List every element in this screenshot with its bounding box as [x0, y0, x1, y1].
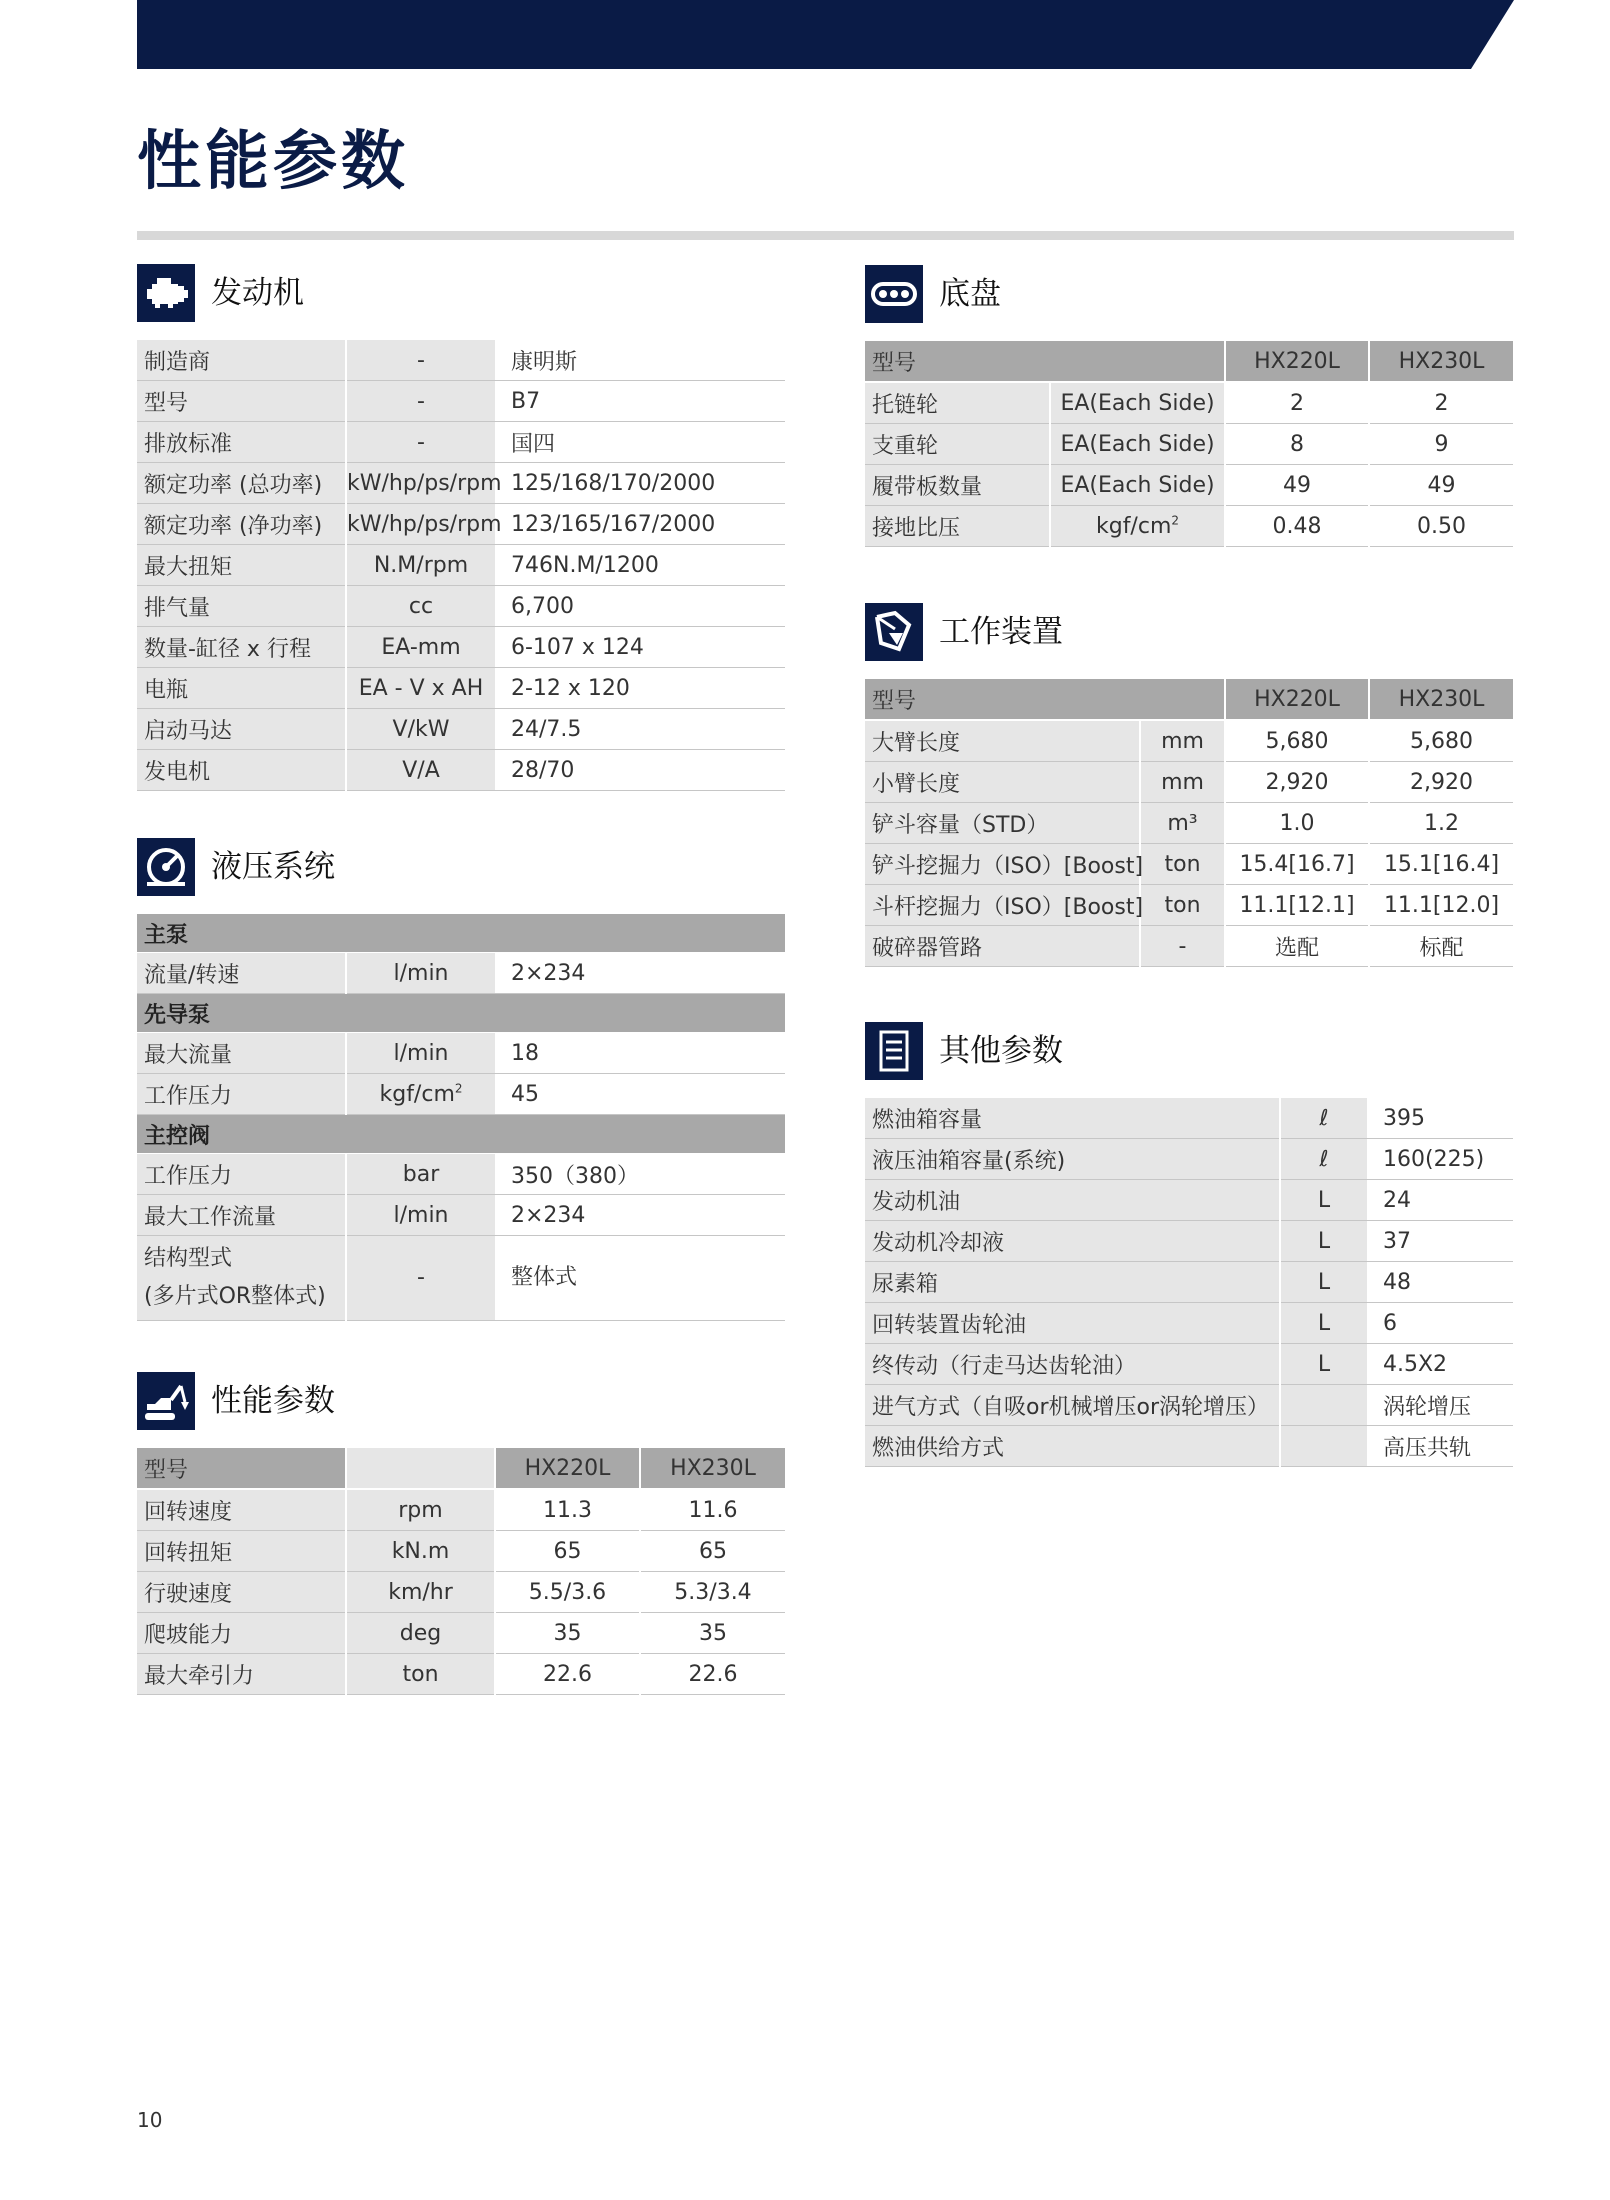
row-value-hx220l: 8	[1225, 424, 1369, 465]
row-value-hx230l: 15.1[16.4]	[1369, 844, 1513, 885]
undercarriage-section	[865, 265, 1513, 547]
row-value: 国四	[495, 422, 785, 463]
table-row	[137, 463, 785, 504]
main-pump-heading-row	[137, 914, 785, 953]
unit-superscript: 2	[1171, 513, 1180, 528]
table-header-row	[137, 1448, 785, 1489]
table-row	[865, 1344, 1513, 1385]
work-device-table	[865, 679, 1513, 967]
header-hx230l: HX230L	[1369, 341, 1513, 382]
engine-header	[137, 264, 785, 326]
work-device-section	[865, 603, 1513, 967]
row-value-hx230l: 65	[640, 1531, 785, 1572]
performance-header	[137, 1372, 785, 1434]
table-row	[865, 465, 1513, 506]
label-line: (多片式OR整体式)	[144, 1284, 326, 1309]
table-row	[137, 1033, 785, 1074]
table-row	[865, 1426, 1513, 1467]
header-model: 型号	[137, 1448, 346, 1489]
row-label: 型号	[137, 381, 346, 422]
table-row	[137, 709, 785, 750]
row-unit: EA(Each Side)	[1050, 382, 1225, 424]
row-label: 启动马达	[137, 709, 346, 750]
row-value-hx230l: 22.6	[640, 1654, 785, 1695]
row-value: 高压共轨	[1367, 1426, 1513, 1467]
row-unit: kW/hp/ps/rpm	[346, 463, 495, 504]
row-unit: EA(Each Side)	[1050, 424, 1225, 465]
row-label: 终传动（行走马达齿轮油）	[865, 1344, 1280, 1385]
row-value: 康明斯	[495, 340, 785, 381]
row-value-hx220l: 35	[495, 1613, 640, 1654]
row-value: 746N.M/1200	[495, 545, 785, 586]
row-value-hx230l: 5.3/3.4	[640, 1572, 785, 1613]
row-value-hx220l: 选配	[1225, 926, 1369, 967]
row-unit: m³	[1140, 803, 1225, 844]
row-label: 最大牵引力	[137, 1654, 346, 1695]
table-row	[137, 504, 785, 545]
table-row	[137, 422, 785, 463]
row-value-hx230l: 标配	[1369, 926, 1513, 967]
header-hx220l: HX220L	[495, 1448, 640, 1489]
excavator-icon	[137, 1372, 195, 1430]
row-unit: -	[346, 1236, 495, 1321]
row-unit: EA(Each Side)	[1050, 465, 1225, 506]
row-unit: cc	[346, 586, 495, 627]
row-label: 额定功率 (总功率)	[137, 463, 346, 504]
row-unit: ℓ	[1280, 1139, 1367, 1180]
row-unit: km/hr	[346, 1572, 495, 1613]
row-value-hx230l: 11.6	[640, 1489, 785, 1531]
table-row	[865, 1262, 1513, 1303]
header-model: 型号	[865, 341, 1225, 382]
row-value-hx230l: 9	[1369, 424, 1513, 465]
row-label: 进气方式（自吸or机械增压or涡轮增压）	[865, 1385, 1280, 1426]
row-value-hx230l: 11.1[12.0]	[1369, 885, 1513, 926]
other-header	[865, 1022, 1513, 1084]
row-label: 履带板数量	[865, 465, 1050, 506]
main-valve-heading: 主控阀	[137, 1115, 785, 1154]
other-table	[865, 1098, 1513, 1467]
table-row	[865, 926, 1513, 967]
row-unit: -	[346, 381, 495, 422]
row-value-hx230l: 5,680	[1369, 720, 1513, 762]
row-label: 燃油箱容量	[865, 1098, 1280, 1139]
table-row	[865, 1098, 1513, 1139]
main-pump-heading: 主泵	[137, 914, 785, 953]
work-device-title: 工作装置	[939, 614, 1063, 650]
row-label: 斗杆挖掘力（ISO）[Boost]	[865, 885, 1140, 926]
other-section	[865, 1022, 1513, 1467]
row-label: 回转装置齿轮油	[865, 1303, 1280, 1344]
row-unit	[1280, 1426, 1367, 1467]
table-row	[865, 885, 1513, 926]
row-unit: EA - V x AH	[346, 668, 495, 709]
row-unit: mm	[1140, 762, 1225, 803]
table-row	[865, 762, 1513, 803]
row-value: 123/165/167/2000	[495, 504, 785, 545]
title-divider	[137, 231, 1514, 240]
track-icon	[865, 265, 923, 323]
row-label: 排放标准	[137, 422, 346, 463]
row-value-hx220l: 5,680	[1225, 720, 1369, 762]
document-icon	[865, 1022, 923, 1080]
row-unit: deg	[346, 1613, 495, 1654]
row-unit: -	[1140, 926, 1225, 967]
row-label: 数量-缸径 x 行程	[137, 627, 346, 668]
hydraulic-gauge-icon	[137, 838, 195, 896]
row-value-hx230l: 2	[1369, 382, 1513, 424]
table-row	[865, 424, 1513, 465]
page-title: 性能参数	[137, 125, 409, 199]
table-row	[865, 382, 1513, 424]
row-value-hx230l: 49	[1369, 465, 1513, 506]
row-unit: ℓ	[1280, 1098, 1367, 1139]
row-unit	[1050, 506, 1225, 547]
row-label: 燃油供给方式	[865, 1426, 1280, 1467]
row-label: 工作压力	[137, 1154, 346, 1195]
row-value: 18	[495, 1033, 785, 1074]
row-unit: -	[346, 340, 495, 381]
table-row	[865, 1303, 1513, 1344]
hydraulic-header	[137, 838, 785, 900]
row-value-hx220l: 1.0	[1225, 803, 1369, 844]
header-model: 型号	[865, 679, 1225, 720]
row-label: 小臂长度	[865, 762, 1140, 803]
table-row	[865, 844, 1513, 885]
row-label: 回转速度	[137, 1489, 346, 1531]
row-unit: kW/hp/ps/rpm	[346, 504, 495, 545]
header-unit-blank	[346, 1448, 495, 1489]
row-unit	[346, 1074, 495, 1115]
row-label: 液压油箱容量(系统)	[865, 1139, 1280, 1180]
pilot-pump-heading: 先导泵	[137, 994, 785, 1033]
table-row	[137, 1236, 785, 1321]
work-device-header	[865, 603, 1513, 665]
other-title: 其他参数	[939, 1033, 1063, 1069]
row-unit: mm	[1140, 720, 1225, 762]
table-row	[137, 1654, 785, 1695]
row-value: 2×234	[495, 1195, 785, 1236]
unit-text: kgf/cm	[379, 1081, 455, 1107]
row-unit: ton	[1140, 844, 1225, 885]
row-value-hx230l: 2,920	[1369, 762, 1513, 803]
table-row	[137, 545, 785, 586]
row-value-hx230l: 35	[640, 1613, 785, 1654]
row-label: 最大工作流量	[137, 1195, 346, 1236]
row-value: 37	[1367, 1221, 1513, 1262]
performance-table	[137, 1448, 785, 1695]
row-value: 2×234	[495, 953, 785, 994]
row-value: 6-107 x 124	[495, 627, 785, 668]
row-label: 额定功率 (净功率)	[137, 504, 346, 545]
row-value-hx220l: 2	[1225, 382, 1369, 424]
row-label: 铲斗容量（STD）	[865, 803, 1140, 844]
table-row	[865, 1385, 1513, 1426]
row-unit: L	[1280, 1221, 1367, 1262]
row-label: 大臂长度	[865, 720, 1140, 762]
table-row	[137, 1074, 785, 1115]
row-label: 行驶速度	[137, 1572, 346, 1613]
row-unit: L	[1280, 1262, 1367, 1303]
undercarriage-title: 底盘	[939, 276, 1001, 312]
row-value: 6	[1367, 1303, 1513, 1344]
table-row	[137, 750, 785, 791]
row-value-hx220l: 11.3	[495, 1489, 640, 1531]
performance-title: 性能参数	[211, 1383, 335, 1419]
table-header-row	[865, 679, 1513, 720]
header-hx220l: HX220L	[1225, 679, 1369, 720]
row-label: 最大扭矩	[137, 545, 346, 586]
engine-title: 发动机	[211, 275, 304, 311]
row-label: 排气量	[137, 586, 346, 627]
table-row	[137, 1154, 785, 1195]
table-row	[137, 1195, 785, 1236]
row-label: 电瓶	[137, 668, 346, 709]
row-value: 125/168/170/2000	[495, 463, 785, 504]
engine-icon	[137, 264, 195, 322]
row-unit: L	[1280, 1303, 1367, 1344]
row-value: 4.5X2	[1367, 1344, 1513, 1385]
row-value: 24	[1367, 1180, 1513, 1221]
page-number: 10	[137, 2108, 163, 2132]
table-header-row	[865, 341, 1513, 382]
row-unit: bar	[346, 1154, 495, 1195]
label-line: 结构型式	[144, 1246, 233, 1271]
row-unit	[1280, 1385, 1367, 1426]
row-label: 流量/转速	[137, 953, 346, 994]
row-unit: kN.m	[346, 1531, 495, 1572]
row-value-hx220l: 2,920	[1225, 762, 1369, 803]
engine-table	[137, 340, 785, 791]
row-value-hx230l: 0.50	[1369, 506, 1513, 547]
row-label: 回转扭矩	[137, 1531, 346, 1572]
row-label: 最大流量	[137, 1033, 346, 1074]
hydraulic-title: 液压系统	[211, 849, 335, 885]
undercarriage-table	[865, 341, 1513, 547]
performance-section	[137, 1372, 785, 1695]
row-label: 铲斗挖掘力（ISO）[Boost]	[865, 844, 1140, 885]
bucket-arm-icon	[865, 603, 923, 661]
row-unit: ton	[1140, 885, 1225, 926]
row-value: 48	[1367, 1262, 1513, 1303]
row-unit: L	[1280, 1180, 1367, 1221]
row-label: 接地比压	[865, 506, 1050, 547]
row-label	[137, 1236, 346, 1321]
row-value-hx220l: 5.5/3.6	[495, 1572, 640, 1613]
row-unit: EA-mm	[346, 627, 495, 668]
table-row	[137, 1572, 785, 1613]
table-row	[865, 1180, 1513, 1221]
row-value-hx220l: 0.48	[1225, 506, 1369, 547]
row-label: 尿素箱	[865, 1262, 1280, 1303]
row-label: 托链轮	[865, 382, 1050, 424]
row-label: 发电机	[137, 750, 346, 791]
row-value-hx220l: 15.4[16.7]	[1225, 844, 1369, 885]
table-row	[137, 586, 785, 627]
table-row	[137, 1613, 785, 1654]
hydraulic-section	[137, 838, 785, 1321]
main-valve-heading-row	[137, 1115, 785, 1154]
row-label: 爬坡能力	[137, 1613, 346, 1654]
row-unit: l/min	[346, 1195, 495, 1236]
row-label: 支重轮	[865, 424, 1050, 465]
header-hx220l: HX220L	[1225, 341, 1369, 382]
row-unit: L	[1280, 1344, 1367, 1385]
row-value: 395	[1367, 1098, 1513, 1139]
row-unit: l/min	[346, 1033, 495, 1074]
top-banner	[137, 0, 1514, 69]
hydraulic-table	[137, 914, 785, 1321]
row-value: 整体式	[495, 1236, 785, 1321]
row-value-hx220l: 65	[495, 1531, 640, 1572]
row-value: 45	[495, 1074, 785, 1115]
header-hx230l: HX230L	[1369, 679, 1513, 720]
row-unit: l/min	[346, 953, 495, 994]
table-row	[865, 803, 1513, 844]
row-value-hx230l: 1.2	[1369, 803, 1513, 844]
row-value: B7	[495, 381, 785, 422]
row-label: 工作压力	[137, 1074, 346, 1115]
row-value: 2-12 x 120	[495, 668, 785, 709]
table-row	[865, 506, 1513, 547]
table-row	[137, 1489, 785, 1531]
row-value-hx220l: 11.1[12.1]	[1225, 885, 1369, 926]
table-row	[137, 668, 785, 709]
table-row	[137, 627, 785, 668]
row-unit: N.M/rpm	[346, 545, 495, 586]
table-row	[865, 1221, 1513, 1262]
header-hx230l: HX230L	[640, 1448, 785, 1489]
row-value: 28/70	[495, 750, 785, 791]
table-row	[865, 720, 1513, 762]
table-row	[137, 1531, 785, 1572]
row-value: 160(225)	[1367, 1139, 1513, 1180]
unit-text: kgf/cm	[1095, 513, 1172, 539]
unit-superscript: 2	[454, 1081, 463, 1096]
table-row	[137, 340, 785, 381]
engine-section	[137, 264, 785, 791]
row-value: 350（380）	[495, 1154, 785, 1195]
row-value-hx220l: 22.6	[495, 1654, 640, 1695]
row-value-hx220l: 49	[1225, 465, 1369, 506]
row-value: 24/7.5	[495, 709, 785, 750]
row-label: 发动机冷却液	[865, 1221, 1280, 1262]
table-row	[137, 381, 785, 422]
row-label: 破碎器管路	[865, 926, 1140, 967]
row-unit: V/A	[346, 750, 495, 791]
table-row	[865, 1139, 1513, 1180]
row-unit: ton	[346, 1654, 495, 1695]
row-unit: V/kW	[346, 709, 495, 750]
pilot-pump-heading-row	[137, 994, 785, 1033]
row-label: 发动机油	[865, 1180, 1280, 1221]
undercarriage-header	[865, 265, 1513, 327]
row-unit: -	[346, 422, 495, 463]
table-row	[137, 953, 785, 994]
row-label: 制造商	[137, 340, 346, 381]
row-value: 涡轮增压	[1367, 1385, 1513, 1426]
row-value: 6,700	[495, 586, 785, 627]
row-unit: rpm	[346, 1489, 495, 1531]
